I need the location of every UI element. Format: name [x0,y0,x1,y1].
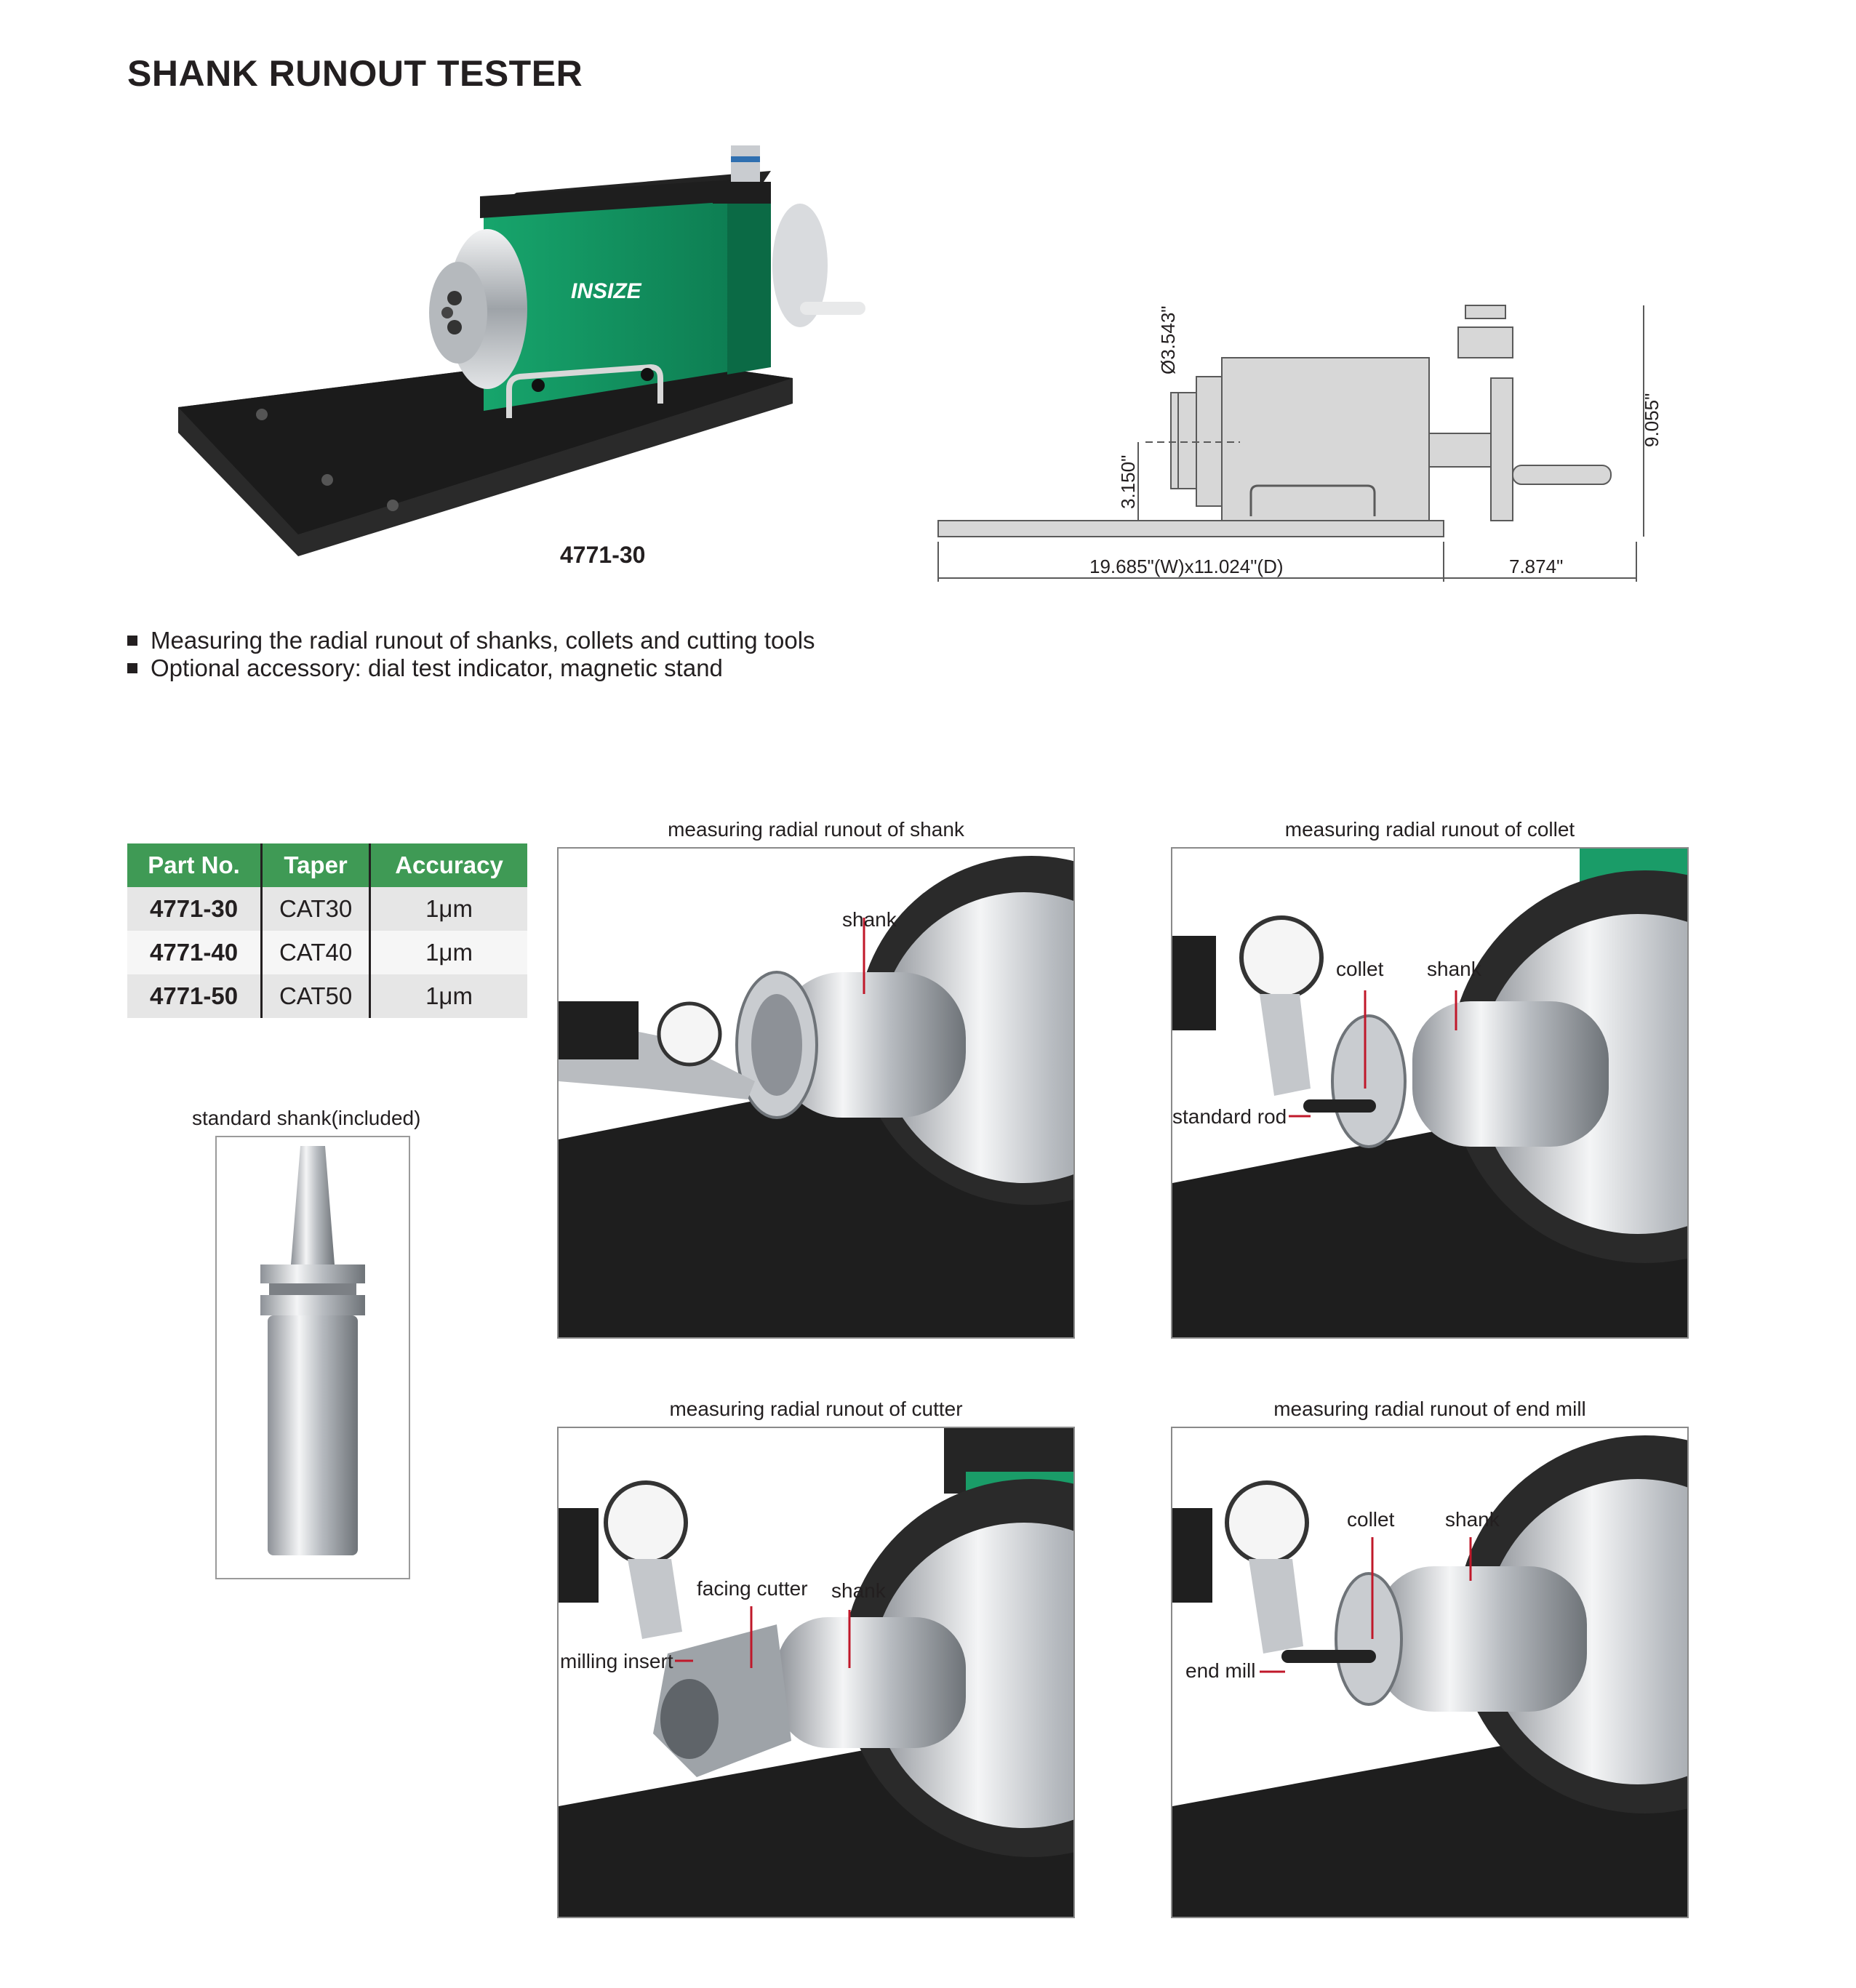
shank-illustration [217,1137,409,1578]
cell-part-no: 4771-40 [127,931,262,974]
spec-table [127,843,527,1018]
callout-shank: shank [842,908,897,931]
cell-taper: CAT40 [262,931,370,974]
dim-extension-label: 7.874" [1509,556,1564,577]
cell-accuracy: 1μm [370,931,527,974]
bullet-icon [127,636,137,646]
feature-item: Optional accessory: dial test indicator, magnetic stand [127,654,815,682]
panel-caption-cutter: measuring radial runout of cutter [669,1398,963,1420]
callout-milling-insert: milling insert [560,1650,673,1672]
cell-part-no: 4771-30 [127,887,262,931]
panel-cutter [557,1427,1075,1918]
panel-caption-end-mill: measuring radial runout of end mill [1273,1398,1586,1420]
cell-taper: CAT50 [262,974,370,1018]
panel-caption-shank: measuring radial runout of shank [668,818,964,841]
insize-logo: INSIZE [571,279,641,303]
feature-list [127,627,815,682]
dim-base-label: 19.685"(W)x11.024"(D) [1089,556,1284,577]
cell-accuracy: 1μm [370,974,527,1018]
feature-item: Measuring the radial runout of shanks, collets and cutting tools [127,627,815,654]
page-title: SHANK RUNOUT TESTER [127,53,583,94]
callout-shank: shank [831,1579,886,1602]
table-header-row [127,843,527,887]
panel-collet [1171,847,1689,1339]
table-row [127,974,527,1018]
cell-taper: CAT30 [262,887,370,931]
header-accuracy: Accuracy [370,843,527,887]
dim-center-height-label: 3.150" [1117,454,1139,509]
callout-shank: shank [1427,958,1481,980]
bullet-icon [127,663,137,673]
callout-collet: collet [1336,958,1384,980]
header-part-no: Part No. [127,843,262,887]
cell-accuracy: 1μm [370,887,527,931]
callout-collet: collet [1347,1508,1395,1531]
table-row [127,887,527,931]
cell-part-no: 4771-50 [127,974,262,1018]
panel-end-mill [1171,1427,1689,1918]
dim-diameter-label: Ø3.543" [1157,305,1179,374]
callout-shank: shank [1445,1508,1500,1531]
panel-caption-collet: measuring radial runout of collet [1284,818,1575,841]
callout-end-mill: end mill [1185,1659,1256,1682]
header-taper: Taper [262,843,370,887]
standard-shank-caption: standard shank(included) [192,1107,421,1129]
callout-standard-rod: standard rod [1172,1105,1287,1128]
dimension-drawing [927,291,1669,589]
standard-shank-image [215,1136,410,1579]
callout-facing-cutter: facing cutter [697,1577,808,1600]
product-photo [175,127,873,564]
panel-shank [557,847,1075,1339]
dim-total-height-label: 9.055" [1641,393,1663,447]
product-model: 4771-30 [560,542,646,568]
table-row [127,931,527,974]
